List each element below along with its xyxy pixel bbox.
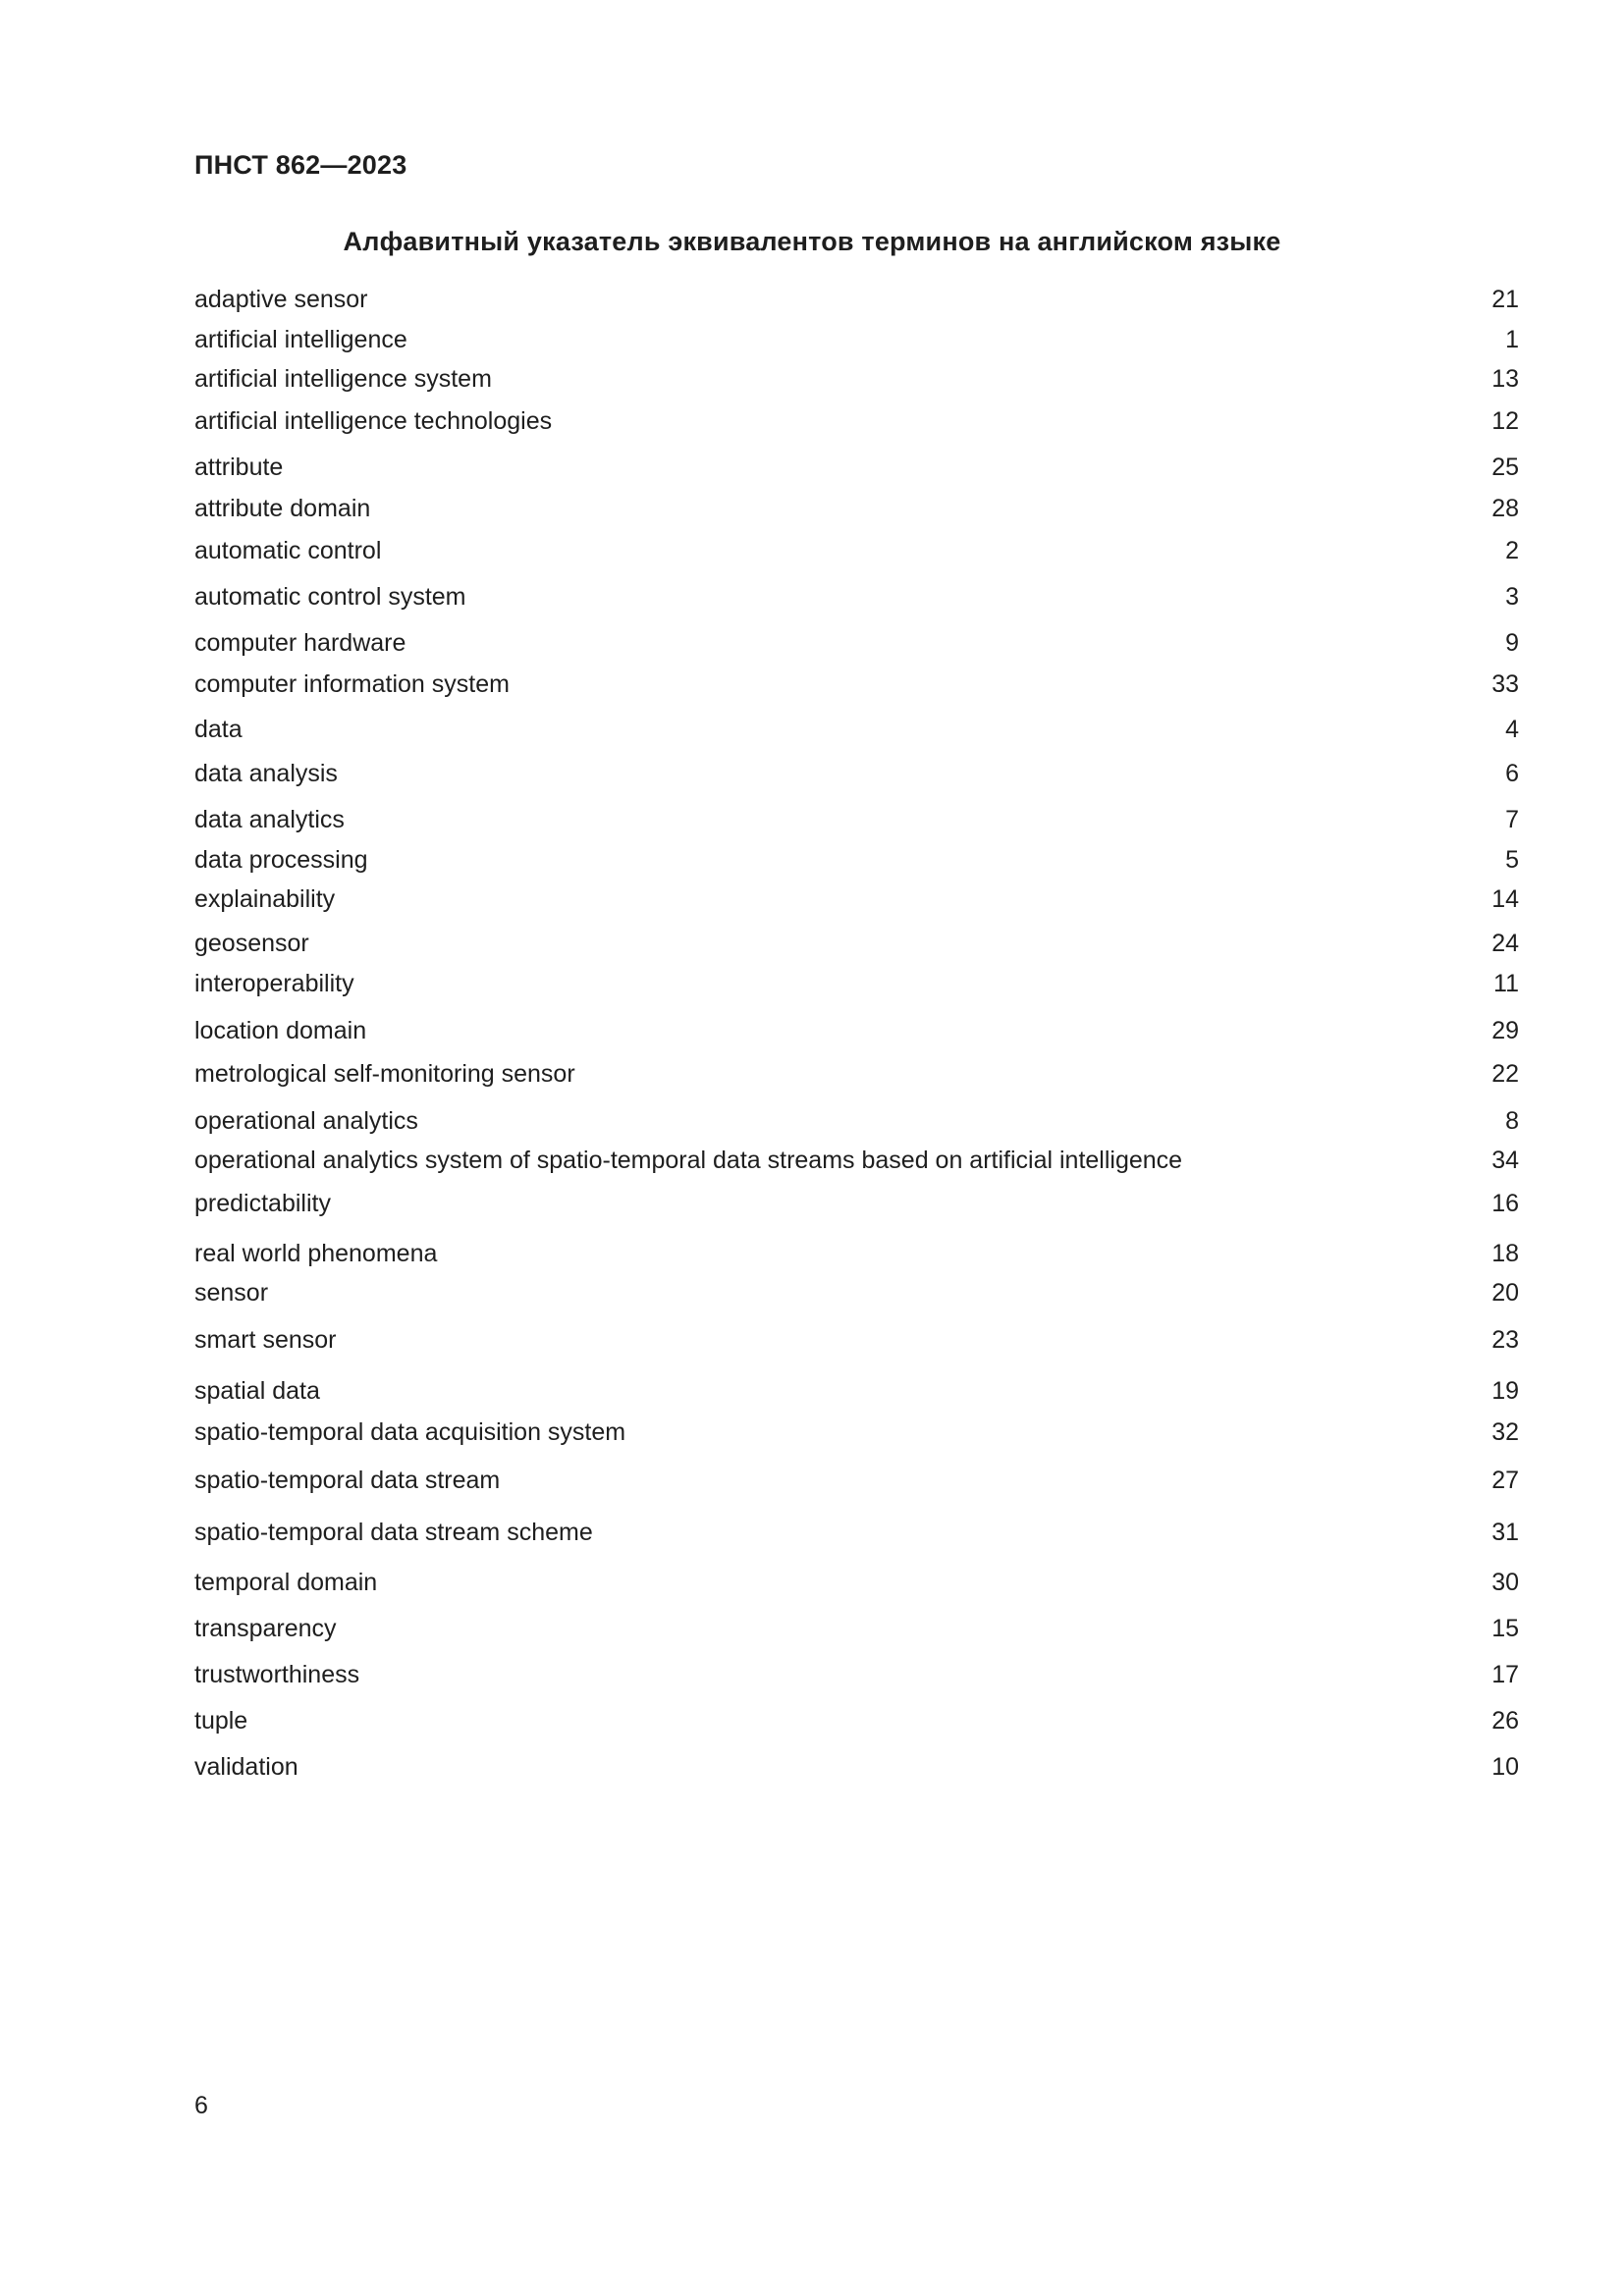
index-row (194, 1057, 1519, 1091)
index-row (194, 1276, 1519, 1309)
index-term-number: 28 (1491, 495, 1519, 522)
index-term: validation (194, 1753, 298, 1781)
index-term: artificial intelligence technologies (194, 407, 553, 435)
index-term: computer information system (194, 670, 510, 698)
index-term-number: 14 (1491, 885, 1519, 913)
page-number: 6 (194, 2092, 208, 2119)
index-row (194, 882, 1519, 916)
index-term-number: 13 (1491, 365, 1519, 393)
index-term: spatio-temporal data stream (194, 1467, 501, 1494)
index-term: real world phenomena (194, 1240, 438, 1267)
index-row (194, 1104, 1519, 1138)
index-term: sensor (194, 1279, 269, 1307)
index-term: automatic control system (194, 583, 466, 611)
index-term-number: 1 (1505, 326, 1519, 353)
index-row (194, 534, 1519, 567)
index-term-number: 34 (1491, 1147, 1519, 1174)
index-row (194, 1658, 1519, 1691)
index-term-number: 31 (1491, 1519, 1519, 1546)
index-term: adaptive sensor (194, 286, 368, 313)
index-row (194, 492, 1519, 525)
index-row (194, 1566, 1519, 1599)
index-term-number: 2 (1505, 537, 1519, 564)
index-row (194, 1187, 1519, 1220)
index-title: Алфавитный указатель эквивалентов терминов на английском языке (343, 227, 1281, 256)
index-row (194, 1144, 1519, 1177)
index-row (194, 283, 1519, 316)
index-row (194, 451, 1519, 484)
index-term-number: 24 (1491, 930, 1519, 957)
index-term: geosensor (194, 930, 309, 957)
index-term: computer hardware (194, 629, 406, 657)
index-term: spatio-temporal data acquisition system (194, 1418, 626, 1446)
index-term: smart sensor (194, 1326, 337, 1354)
index-term: transparency (194, 1615, 337, 1642)
index-term-number: 25 (1491, 454, 1519, 481)
index-term: tuple (194, 1707, 248, 1735)
index-term: data (194, 716, 243, 743)
index-row (194, 1374, 1519, 1408)
index-term-number: 9 (1505, 629, 1519, 657)
index-term-number: 22 (1491, 1060, 1519, 1088)
index-term-number: 19 (1491, 1377, 1519, 1405)
index-term: location domain (194, 1017, 367, 1044)
index-term-number: 27 (1491, 1467, 1519, 1494)
index-term: operational analytics system of spatio-temporal data streams based on artificial intelligence (194, 1147, 1183, 1174)
index-term-number: 16 (1491, 1190, 1519, 1217)
index-term: spatial data (194, 1377, 320, 1405)
index-term-number: 12 (1491, 407, 1519, 435)
index-row (194, 667, 1519, 701)
term-index-list (194, 0, 1519, 1865)
index-row (194, 323, 1519, 356)
index-row (194, 927, 1519, 960)
index-term: data processing (194, 846, 368, 874)
index-term-number: 20 (1491, 1279, 1519, 1307)
index-row (194, 362, 1519, 396)
index-term: attribute (194, 454, 284, 481)
index-row (194, 1323, 1519, 1357)
index-term-number: 29 (1491, 1017, 1519, 1044)
index-term: spatio-temporal data stream scheme (194, 1519, 593, 1546)
index-row (194, 713, 1519, 746)
index-term-number: 8 (1505, 1107, 1519, 1135)
index-term-number: 23 (1491, 1326, 1519, 1354)
index-row (194, 1014, 1519, 1047)
index-row (194, 1237, 1519, 1270)
index-row (194, 404, 1519, 438)
index-term: predictability (194, 1190, 331, 1217)
index-term-number: 17 (1491, 1661, 1519, 1688)
index-term-number: 3 (1505, 583, 1519, 611)
index-row (194, 1612, 1519, 1645)
index-term-number: 15 (1491, 1615, 1519, 1642)
index-row (194, 1704, 1519, 1737)
index-term-number: 30 (1491, 1569, 1519, 1596)
index-term: interoperability (194, 970, 354, 997)
index-term: artificial intelligence system (194, 365, 492, 393)
index-row (194, 843, 1519, 877)
index-term-number: 26 (1491, 1707, 1519, 1735)
index-term-number: 33 (1491, 670, 1519, 698)
index-term-number: 5 (1505, 846, 1519, 874)
index-term: explainability (194, 885, 336, 913)
index-row (194, 1464, 1519, 1497)
index-term-number: 21 (1491, 286, 1519, 313)
index-row (194, 1516, 1519, 1549)
index-term-number: 10 (1491, 1753, 1519, 1781)
index-term-number: 32 (1491, 1418, 1519, 1446)
index-term: data analytics (194, 806, 345, 833)
index-row (194, 1415, 1519, 1449)
document-code: ПНСТ 862—2023 (194, 150, 407, 180)
index-term: data analysis (194, 760, 338, 787)
index-term-number: 11 (1493, 970, 1519, 997)
index-term: automatic control (194, 537, 382, 564)
index-row (194, 1750, 1519, 1784)
index-row (194, 803, 1519, 836)
index-term-number: 18 (1491, 1240, 1519, 1267)
index-term: trustworthiness (194, 1661, 360, 1688)
index-term: attribute domain (194, 495, 371, 522)
index-row (194, 626, 1519, 660)
index-term: artificial intelligence (194, 326, 407, 353)
index-term: temporal domain (194, 1569, 378, 1596)
index-term-number: 7 (1505, 806, 1519, 833)
index-term-number: 6 (1505, 760, 1519, 787)
index-row (194, 967, 1519, 1000)
index-row (194, 757, 1519, 790)
index-term-number: 4 (1505, 716, 1519, 743)
index-term: metrological self-monitoring sensor (194, 1060, 575, 1088)
index-term: operational analytics (194, 1107, 418, 1135)
index-row (194, 580, 1519, 614)
